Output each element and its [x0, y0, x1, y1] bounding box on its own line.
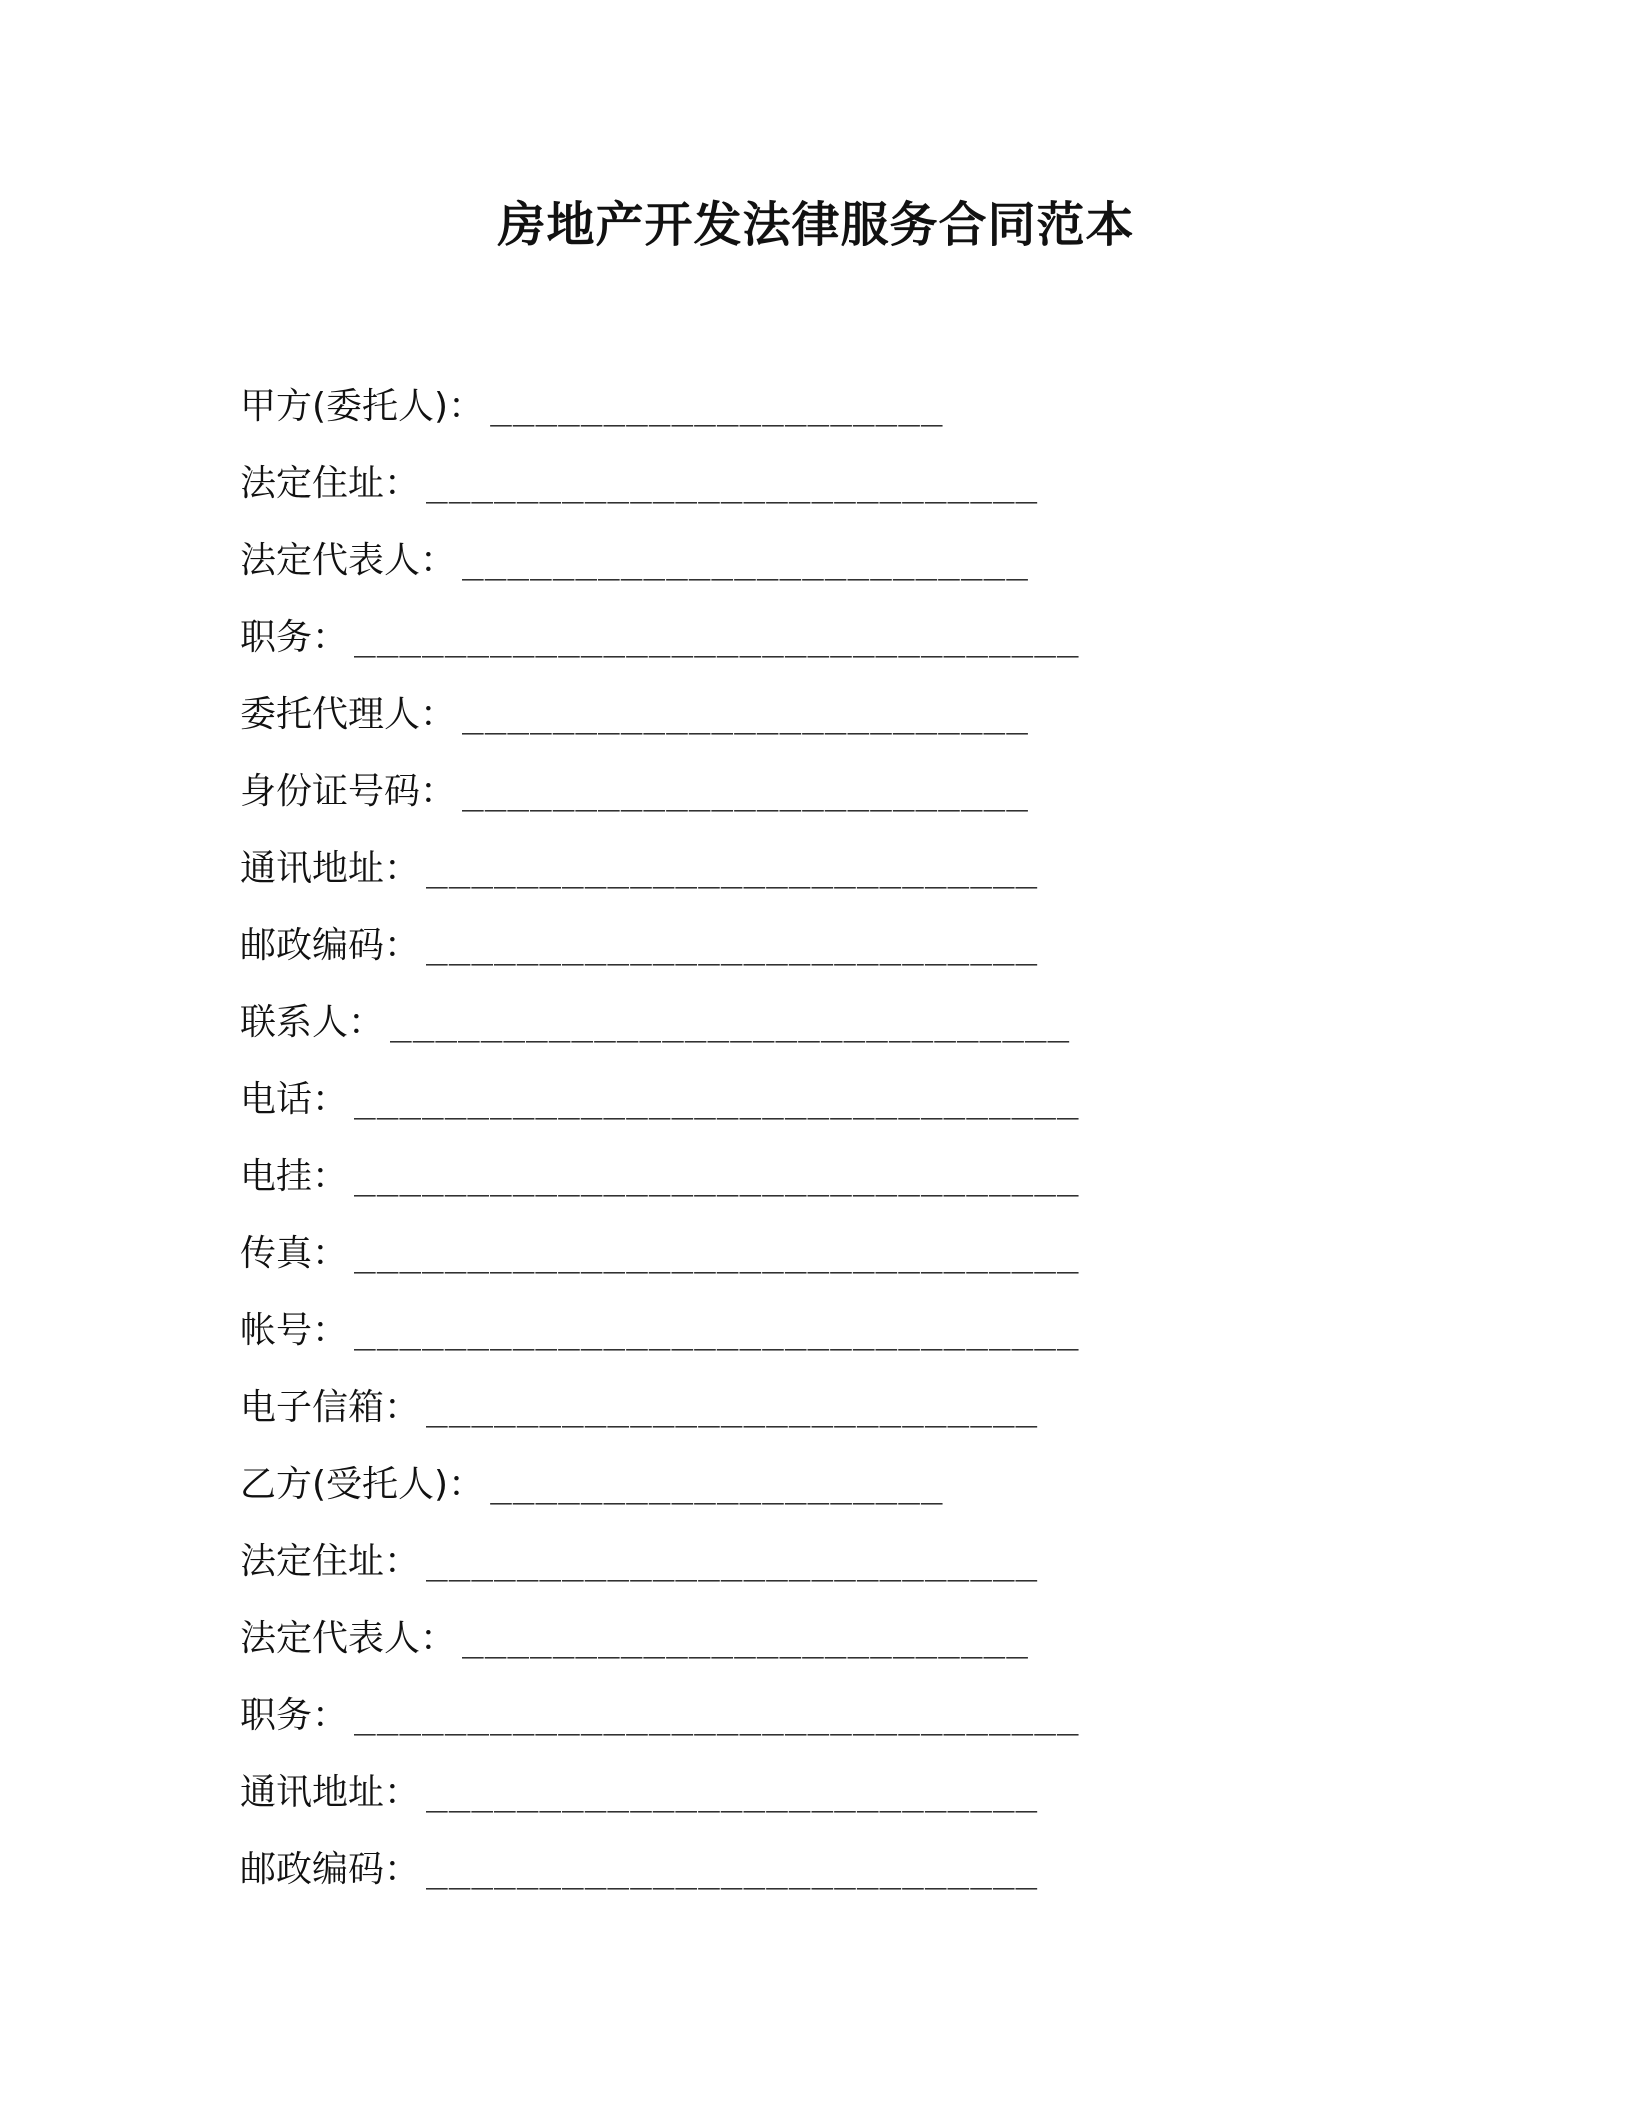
fill-in-blank: ___________________________: [426, 847, 1039, 889]
field-row-position: [240, 1677, 1240, 1754]
field-row-legal-address: [240, 1523, 1240, 1600]
fill-in-blank: ____________________: [490, 1463, 944, 1505]
field-row-contact-person: [240, 984, 1240, 1061]
fill-in-blank: ___________________________: [426, 1771, 1039, 1813]
fill-in-blank: _________________________: [462, 693, 1029, 735]
party-info-fields: [240, 368, 1240, 1908]
field-row-legal-representative: [240, 522, 1240, 599]
field-row-telephone: [240, 1061, 1240, 1138]
field-row-fax: [240, 1215, 1240, 1292]
field-label: 法定住址：: [240, 1540, 421, 1582]
field-label: 通讯地址：: [240, 847, 421, 889]
field-label: 职务：: [240, 616, 349, 658]
field-label: 委托代理人：: [240, 693, 457, 735]
fill-in-blank: ________________________________: [354, 1694, 1080, 1736]
document-title: 房地产开发法律服务合同范本: [497, 197, 1135, 253]
fill-in-blank: ___________________________: [426, 1540, 1039, 1582]
fill-in-blank: ________________________________: [354, 1078, 1080, 1120]
field-row-postal-code: [240, 907, 1240, 984]
fill-in-blank: ____________________: [490, 385, 944, 427]
field-label: 传真：: [240, 1232, 349, 1274]
fill-in-blank: ___________________________: [426, 1386, 1039, 1428]
field-label: 电子信箱：: [240, 1386, 421, 1428]
fill-in-blank: ________________________________: [354, 1155, 1080, 1197]
field-label: 通讯地址：: [240, 1771, 421, 1813]
field-label: 乙方(受托人)：: [240, 1463, 485, 1505]
field-label: 甲方(委托人)：: [240, 385, 485, 427]
field-row-mailing-address: [240, 1754, 1240, 1831]
fill-in-blank: ___________________________: [426, 462, 1039, 504]
field-row-id-number: [240, 753, 1240, 830]
fill-in-blank: ___________________________: [426, 924, 1039, 966]
field-row-email: [240, 1369, 1240, 1446]
fill-in-blank: ________________________________: [354, 1232, 1080, 1274]
field-row-mailing-address: [240, 830, 1240, 907]
field-label: 法定住址：: [240, 462, 421, 504]
field-row-authorized-agent: [240, 676, 1240, 753]
field-label: 联系人：: [240, 1001, 385, 1043]
field-label: 法定代表人：: [240, 1617, 457, 1659]
field-row-legal-address: [240, 445, 1240, 522]
fill-in-blank: _________________________: [462, 1617, 1029, 1659]
field-row-legal-representative: [240, 1600, 1240, 1677]
field-row-postal-code: [240, 1831, 1240, 1908]
field-label: 电挂：: [240, 1155, 349, 1197]
field-label: 法定代表人：: [240, 539, 457, 581]
fill-in-blank: ___________________________: [426, 1848, 1039, 1890]
field-row-party-b: [240, 1446, 1240, 1523]
fill-in-blank: ________________________________: [354, 1309, 1080, 1351]
fill-in-blank: ______________________________: [390, 1001, 1071, 1043]
field-row-position: [240, 599, 1240, 676]
field-label: 身份证号码：: [240, 770, 457, 812]
field-label: 邮政编码：: [240, 924, 421, 966]
field-label: 电话：: [240, 1078, 349, 1120]
fill-in-blank: _________________________: [462, 770, 1029, 812]
field-row-account-number: [240, 1292, 1240, 1369]
field-label: 邮政编码：: [240, 1848, 421, 1890]
fill-in-blank: ________________________________: [354, 616, 1080, 658]
field-label: 帐号：: [240, 1309, 349, 1351]
field-label: 职务：: [240, 1694, 349, 1736]
field-row-party-a: [240, 368, 1240, 445]
field-row-telegraph: [240, 1138, 1240, 1215]
fill-in-blank: _________________________: [462, 539, 1029, 581]
